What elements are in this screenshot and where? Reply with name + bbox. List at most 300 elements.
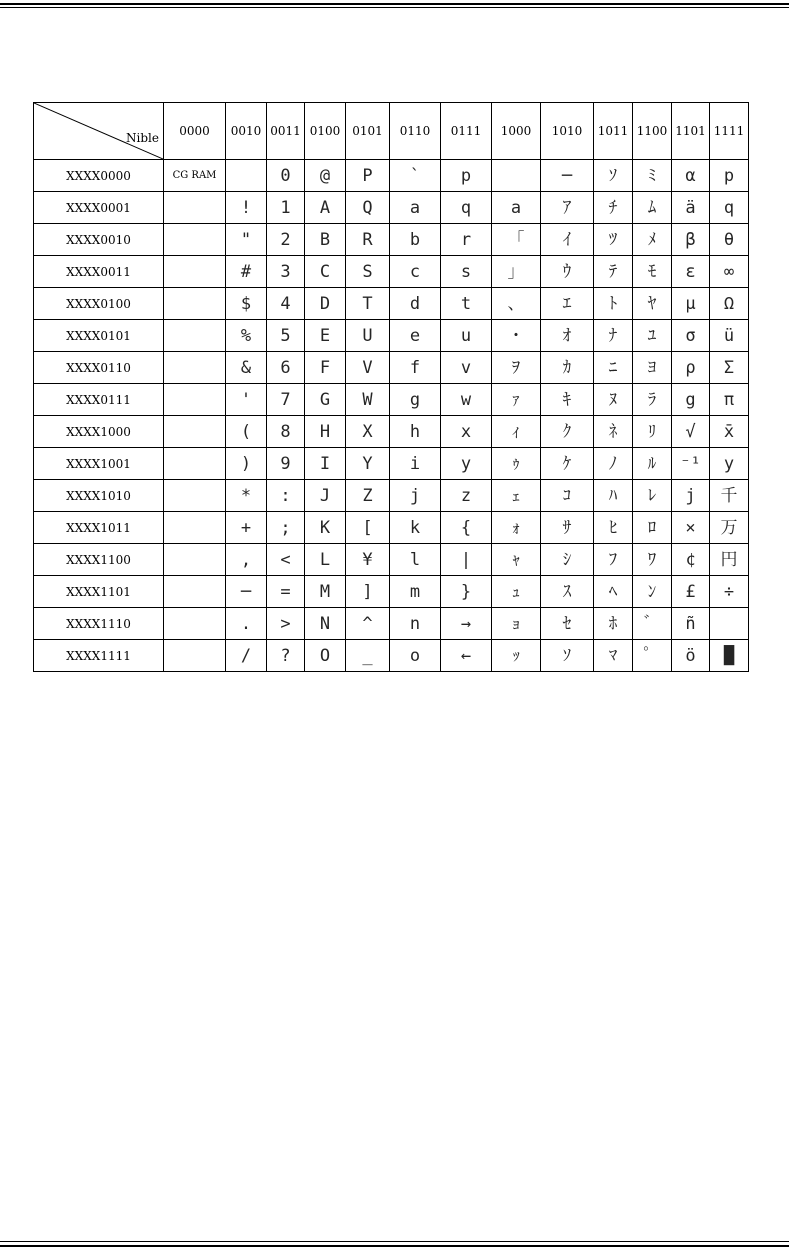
table-row — [34, 224, 749, 256]
glyph-cell — [541, 192, 594, 224]
glyph-cell — [390, 384, 441, 416]
glyph-cell — [441, 192, 492, 224]
character-glyph: ﾕ — [647, 326, 657, 346]
character-glyph: × — [685, 518, 696, 538]
character-glyph: J — [319, 486, 331, 506]
glyph-cell — [633, 288, 672, 320]
glyph-cell — [710, 288, 749, 320]
character-glyph: v — [460, 358, 472, 378]
cg-ram-empty-cell — [164, 640, 226, 672]
glyph-cell — [541, 448, 594, 480]
character-glyph: ﾓ — [647, 262, 657, 282]
character-glyph: A — [319, 198, 331, 218]
row-header: XXXX0110 — [34, 352, 164, 384]
glyph-cell — [305, 608, 346, 640]
character-glyph: 0 — [280, 166, 291, 186]
table-row — [34, 640, 749, 672]
character-glyph: ﾐ — [647, 166, 657, 186]
glyph-cell — [633, 352, 672, 384]
character-glyph: μ — [685, 294, 696, 314]
row-header: XXXX0100 — [34, 288, 164, 320]
glyph-cell — [492, 448, 541, 480]
character-glyph: ｵ — [562, 326, 572, 346]
row-header: XXXX1000 — [34, 416, 164, 448]
character-glyph: √ — [685, 422, 696, 442]
character-glyph: ﾈ — [608, 422, 618, 442]
character-glyph: ｽ — [562, 582, 572, 602]
column-header: 0011 — [267, 103, 305, 160]
glyph-cell — [305, 256, 346, 288]
character-glyph: B — [319, 230, 331, 250]
character-glyph: i — [409, 454, 421, 474]
glyph-cell — [390, 288, 441, 320]
character-glyph: % — [240, 326, 252, 346]
character-glyph: 4 — [280, 294, 291, 314]
character-glyph: ﾛ — [647, 518, 657, 538]
character-glyph: ｬ — [511, 550, 521, 570]
glyph-cell — [390, 192, 441, 224]
character-glyph: β — [685, 230, 696, 250]
character-glyph: 」 — [507, 262, 525, 282]
glyph-cell — [710, 352, 749, 384]
character-glyph: R — [362, 230, 373, 250]
glyph-cell — [492, 320, 541, 352]
glyph-cell — [346, 256, 390, 288]
glyph-cell — [226, 576, 267, 608]
glyph-cell — [492, 288, 541, 320]
column-header: 0110 — [390, 103, 441, 160]
character-glyph: u — [460, 326, 472, 346]
glyph-cell — [492, 384, 541, 416]
glyph-cell — [672, 320, 710, 352]
glyph-cell — [390, 544, 441, 576]
glyph-cell — [441, 384, 492, 416]
glyph-cell — [633, 160, 672, 192]
column-header: 1101 — [672, 103, 710, 160]
glyph-cell — [594, 160, 633, 192]
character-glyph: 千 — [720, 486, 738, 506]
character-glyph: ﾜ — [647, 550, 657, 570]
glyph-cell — [633, 544, 672, 576]
table-row — [34, 352, 749, 384]
glyph-cell — [305, 544, 346, 576]
character-glyph: : — [280, 486, 291, 506]
cg-ram-empty-cell — [164, 192, 226, 224]
row-header: XXXX1110 — [34, 608, 164, 640]
character-glyph: ! — [240, 198, 252, 218]
glyph-cell — [672, 576, 710, 608]
corner-cell — [34, 103, 164, 160]
character-glyph: = — [280, 582, 291, 602]
glyph-cell — [541, 320, 594, 352]
character-glyph: r — [460, 230, 472, 250]
glyph-cell — [346, 320, 390, 352]
glyph-cell — [492, 192, 541, 224]
glyph-cell — [226, 320, 267, 352]
glyph-cell — [672, 352, 710, 384]
character-glyph: 2 — [280, 230, 291, 250]
glyph-cell — [594, 416, 633, 448]
character-glyph: p — [460, 166, 472, 186]
character-glyph: θ — [723, 230, 735, 250]
table-row — [34, 256, 749, 288]
character-glyph: → — [460, 614, 472, 634]
glyph-cell — [710, 256, 749, 288]
character-glyph: T — [362, 294, 373, 314]
bottom-rule — [0, 1245, 789, 1247]
glyph-cell — [305, 640, 346, 672]
row-header: XXXX1101 — [34, 576, 164, 608]
cg-ram-empty-cell — [164, 224, 226, 256]
cg-ram-empty-cell — [164, 512, 226, 544]
cg-ram-empty-cell — [164, 544, 226, 576]
glyph-cell — [441, 160, 492, 192]
glyph-cell — [267, 352, 305, 384]
column-header: 1111 — [710, 103, 749, 160]
character-glyph: ﾗ — [647, 390, 657, 410]
row-header: XXXX1111 — [34, 640, 164, 672]
character-glyph: ﾋ — [608, 518, 618, 538]
glyph-cell — [346, 352, 390, 384]
character-glyph: ｲ — [562, 230, 572, 250]
glyph-cell — [346, 224, 390, 256]
glyph-cell — [672, 448, 710, 480]
glyph-cell — [305, 480, 346, 512]
glyph-cell — [346, 416, 390, 448]
character-glyph: D — [319, 294, 331, 314]
character-glyph: ﾌ — [608, 550, 618, 570]
glyph-cell — [390, 448, 441, 480]
cg-ram-empty-cell — [164, 352, 226, 384]
glyph-cell — [541, 416, 594, 448]
glyph-cell — [390, 608, 441, 640]
glyph-cell — [594, 352, 633, 384]
glyph-cell — [226, 192, 267, 224]
glyph-cell — [346, 576, 390, 608]
column-header: 1011 — [594, 103, 633, 160]
glyph-cell — [267, 544, 305, 576]
character-glyph: b — [409, 230, 421, 250]
glyph-cell — [346, 384, 390, 416]
character-glyph: ﾎ — [608, 614, 618, 634]
column-header: 1000 — [492, 103, 541, 160]
glyph-cell — [346, 192, 390, 224]
row-header: XXXX0111 — [34, 384, 164, 416]
character-glyph: z — [460, 486, 472, 506]
glyph-cell — [541, 640, 594, 672]
character-glyph: ﾚ — [647, 486, 657, 506]
character-glyph: x — [460, 422, 472, 442]
character-glyph: ﾁ — [608, 198, 618, 218]
cg-ram-empty-cell — [164, 384, 226, 416]
glyph-cell — [710, 608, 749, 640]
character-glyph: ﾏ — [608, 646, 618, 666]
column-header: 0111 — [441, 103, 492, 160]
cg-ram-empty-cell — [164, 416, 226, 448]
character-glyph: ｼ — [562, 550, 572, 570]
character-glyph: ｦ — [511, 358, 521, 378]
glyph-cell — [633, 512, 672, 544]
character-glyph: n — [409, 614, 421, 634]
glyph-cell — [633, 224, 672, 256]
glyph-cell — [492, 608, 541, 640]
glyph-cell — [441, 608, 492, 640]
glyph-cell — [672, 640, 710, 672]
character-glyph: ─ — [561, 166, 573, 186]
glyph-cell — [441, 576, 492, 608]
glyph-cell — [672, 256, 710, 288]
glyph-cell — [710, 448, 749, 480]
character-glyph: █ — [723, 646, 735, 666]
character-glyph: # — [240, 262, 252, 282]
character-glyph: ﾄ — [608, 294, 618, 314]
character-glyph: 1 — [280, 198, 291, 218]
bottom-rule-thin — [0, 1241, 789, 1242]
character-glyph: [ — [362, 518, 373, 538]
glyph-cell — [267, 288, 305, 320]
character-glyph: M — [319, 582, 331, 602]
glyph-cell — [541, 288, 594, 320]
character-glyph: ｯ — [511, 646, 521, 666]
glyph-cell — [267, 640, 305, 672]
character-glyph: ﾖ — [647, 358, 657, 378]
character-glyph: Σ — [723, 358, 735, 378]
top-rule — [0, 3, 789, 5]
glyph-cell — [441, 512, 492, 544]
glyph-cell — [710, 576, 749, 608]
character-glyph: g — [409, 390, 421, 410]
character-glyph: q — [723, 198, 735, 218]
character-glyph: ｿ — [608, 166, 618, 186]
glyph-cell — [441, 640, 492, 672]
character-glyph: ｱ — [562, 198, 572, 218]
glyph-cell — [710, 224, 749, 256]
glyph-cell — [672, 160, 710, 192]
table-row — [34, 192, 749, 224]
cg-ram-empty-cell — [164, 576, 226, 608]
character-glyph: ¥ — [362, 550, 373, 570]
character-glyph: s — [460, 262, 472, 282]
character-glyph: Ω — [723, 294, 735, 314]
character-glyph: y — [460, 454, 472, 474]
glyph-cell — [541, 160, 594, 192]
character-glyph: > — [280, 614, 291, 634]
character-glyph: @ — [319, 166, 331, 186]
character-glyph: _ — [362, 646, 373, 666]
character-glyph: V — [362, 358, 373, 378]
character-glyph: , — [240, 550, 252, 570]
character-glyph: ゛ — [643, 614, 661, 634]
glyph-cell — [633, 480, 672, 512]
character-glyph: ｭ — [511, 582, 521, 602]
glyph-cell — [594, 576, 633, 608]
glyph-cell — [633, 640, 672, 672]
character-glyph: ｶ — [562, 358, 572, 378]
glyph-cell — [305, 192, 346, 224]
character-glyph: a — [510, 198, 522, 218]
glyph-cell — [710, 640, 749, 672]
character-glyph: + — [240, 518, 252, 538]
character-glyph: ﾒ — [647, 230, 657, 250]
glyph-cell — [346, 288, 390, 320]
glyph-cell — [346, 448, 390, 480]
character-glyph: H — [319, 422, 331, 442]
table-row — [34, 416, 749, 448]
cg-ram-empty-cell — [164, 448, 226, 480]
cg-ram-cell: CG RAM — [164, 160, 226, 192]
glyph-cell — [305, 352, 346, 384]
character-glyph: ｳ — [562, 262, 572, 282]
character-glyph: G — [319, 390, 331, 410]
column-header: 0101 — [346, 103, 390, 160]
character-glyph: ∞ — [723, 262, 735, 282]
character-glyph: α — [685, 166, 696, 186]
glyph-cell — [390, 160, 441, 192]
character-glyph: m — [409, 582, 421, 602]
character-glyph: ﾊ — [608, 486, 618, 506]
row-header: XXXX1011 — [34, 512, 164, 544]
character-glyph: $ — [240, 294, 252, 314]
glyph-cell — [305, 512, 346, 544]
glyph-cell — [492, 640, 541, 672]
glyph-cell — [594, 640, 633, 672]
character-glyph: ・ — [507, 326, 525, 346]
character-glyph: ﾅ — [608, 326, 618, 346]
character-glyph: Z — [362, 486, 373, 506]
character-glyph: ä — [685, 198, 696, 218]
glyph-cell — [541, 224, 594, 256]
character-glyph: < — [280, 550, 291, 570]
glyph-cell — [541, 512, 594, 544]
column-header: 0010 — [226, 103, 267, 160]
glyph-cell — [672, 384, 710, 416]
glyph-cell — [226, 384, 267, 416]
character-glyph: ｩ — [511, 454, 521, 474]
character-glyph: 円 — [720, 550, 738, 570]
character-glyph: P — [362, 166, 373, 186]
glyph-cell — [672, 288, 710, 320]
cg-ram-empty-cell — [164, 256, 226, 288]
character-glyph: ﾔ — [647, 294, 657, 314]
glyph-cell — [346, 160, 390, 192]
character-glyph: F — [319, 358, 331, 378]
character-glyph: ] — [362, 582, 373, 602]
character-glyph: I — [319, 454, 331, 474]
glyph-cell — [305, 320, 346, 352]
character-glyph: ( — [240, 422, 252, 442]
glyph-cell — [492, 480, 541, 512]
glyph-cell — [672, 544, 710, 576]
character-glyph: ﾃ — [608, 262, 618, 282]
glyph-cell — [710, 544, 749, 576]
glyph-cell — [267, 224, 305, 256]
glyph-cell — [441, 448, 492, 480]
glyph-cell — [594, 320, 633, 352]
character-glyph: ﾙ — [647, 454, 657, 474]
glyph-cell — [441, 480, 492, 512]
glyph-cell — [633, 576, 672, 608]
glyph-cell — [672, 512, 710, 544]
table-row — [34, 160, 749, 192]
glyph-cell — [441, 320, 492, 352]
glyph-cell — [541, 384, 594, 416]
character-glyph: 7 — [280, 390, 291, 410]
glyph-cell — [492, 512, 541, 544]
character-glyph: x̄ — [723, 422, 735, 442]
glyph-cell — [672, 608, 710, 640]
glyph-cell — [594, 480, 633, 512]
character-glyph: 「 — [507, 230, 525, 250]
character-glyph: ε — [685, 262, 696, 282]
character-glyph: f — [409, 358, 421, 378]
glyph-cell — [492, 576, 541, 608]
character-glyph: ｮ — [511, 614, 521, 634]
glyph-cell — [267, 416, 305, 448]
character-glyph: ; — [280, 518, 291, 538]
glyph-cell — [541, 544, 594, 576]
glyph-cell — [226, 640, 267, 672]
glyph-cell — [267, 448, 305, 480]
character-glyph: Q — [362, 198, 373, 218]
glyph-cell — [267, 512, 305, 544]
glyph-cell — [390, 352, 441, 384]
character-glyph: 9 — [280, 454, 291, 474]
glyph-cell — [441, 224, 492, 256]
character-glyph: ñ — [685, 614, 696, 634]
glyph-cell — [226, 448, 267, 480]
glyph-cell — [226, 512, 267, 544]
header-row — [34, 103, 749, 160]
character-glyph: l — [409, 550, 421, 570]
glyph-cell — [305, 416, 346, 448]
table-row — [34, 448, 749, 480]
glyph-cell — [346, 480, 390, 512]
glyph-cell — [305, 288, 346, 320]
glyph-cell — [390, 256, 441, 288]
character-glyph: 万 — [720, 518, 738, 538]
table-row — [34, 384, 749, 416]
glyph-cell — [541, 480, 594, 512]
glyph-cell — [267, 256, 305, 288]
character-glyph: Y — [362, 454, 373, 474]
table-row — [34, 320, 749, 352]
character-glyph: { — [460, 518, 472, 538]
character-glyph: 、 — [507, 294, 525, 314]
glyph-cell — [441, 544, 492, 576]
glyph-cell — [305, 448, 346, 480]
glyph-cell — [710, 512, 749, 544]
glyph-cell — [226, 256, 267, 288]
nibble-label: Nible — [126, 131, 159, 145]
character-glyph: ﾍ — [608, 582, 618, 602]
character-glyph: ? — [280, 646, 291, 666]
glyph-cell — [441, 288, 492, 320]
character-glyph: ｧ — [511, 390, 521, 410]
glyph-cell — [390, 480, 441, 512]
cg-ram-empty-cell — [164, 608, 226, 640]
glyph-cell — [594, 544, 633, 576]
glyph-cell — [710, 160, 749, 192]
glyph-cell — [594, 448, 633, 480]
character-glyph: U — [362, 326, 373, 346]
glyph-cell — [390, 576, 441, 608]
glyph-cell — [492, 160, 541, 192]
character-glyph: ﾑ — [647, 198, 657, 218]
character-glyph: ｨ — [511, 422, 521, 442]
glyph-cell — [441, 416, 492, 448]
glyph-cell — [594, 256, 633, 288]
glyph-cell — [594, 512, 633, 544]
